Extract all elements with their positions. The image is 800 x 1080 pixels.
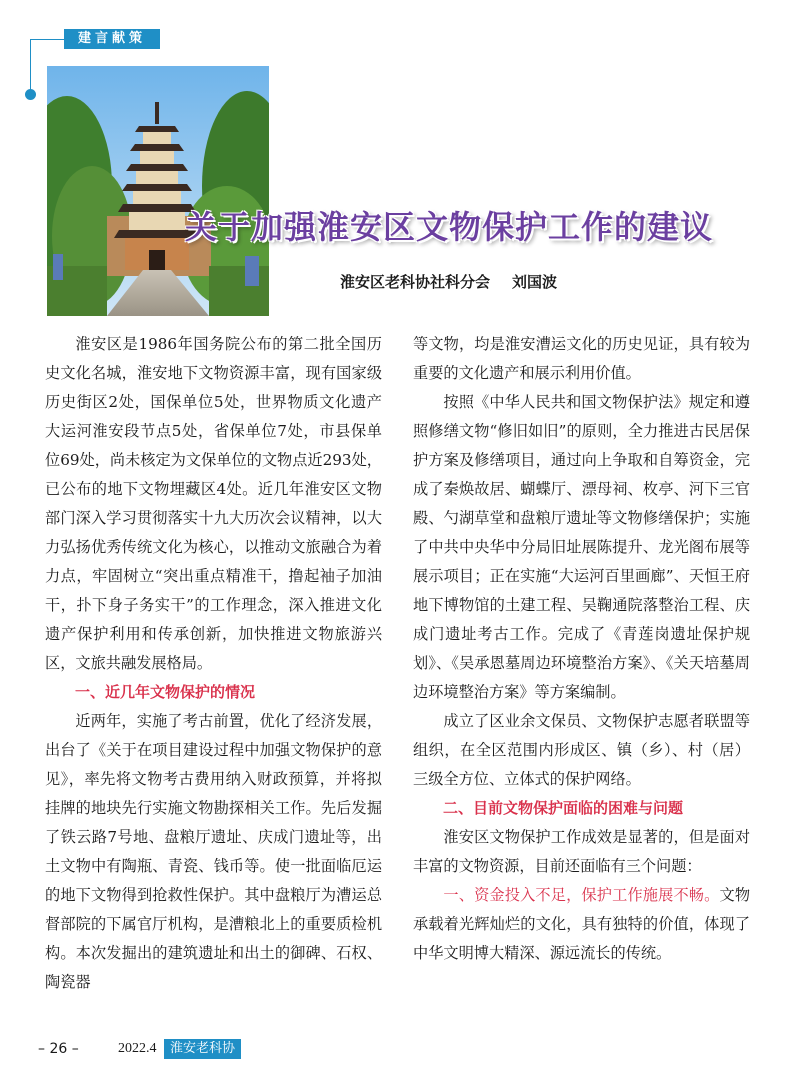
paragraph: 淮安区是1986年国务院公布的第二批全国历史文化名城，淮安地下文物资源丰富，现有国家级历史街区2处，国保单位5处，世界物质文化遗产大运河淮安段节点5处，省保单位7处，市县保单位69处，尚未核定为文保单位的文物点近293处，已公布的地下文物埋藏区4处。近几年淮安区文物部门深入学习贯彻落实十九大历次会议精神，以大力弘扬优秀传统文化为核心，以推动文旅融合为着力点，牢固树立“突出重点精准干，撸起袖子加油干，扑下身子务实干”的工作理念，深入推进文化遗产保护利用和传承创新，加快推进文物旅游兴区，文旅共融发展格局。 [45,335,382,672]
right-column [413,330,750,968]
paragraph: 成立了区业余文保员、文物保护志愿者联盟等组织，在全区范围内形成区、镇（乡）、村（居）三级全方位、立体式的保护网络。 [413,712,750,788]
section-tag: 建言献策 [64,29,160,49]
section-tag-line [30,39,64,40]
paragraph-continued: 等文物，均是淮安漕运文化的历史见证，具有较为重要的文化遗产和展示利用价值。 [413,335,750,382]
section-tag-line-vertical [30,39,31,91]
paragraph-body: 文物承载着光辉灿烂的文化，具有独特的价值，体现了中华文明博大精深、源远流长的传统。 [413,886,751,962]
section-heading: 一、近几年文物保护的情况 [75,683,256,701]
pagoda-illustration [47,66,269,316]
subheading-lead: 一、资金投入不足，保护工作施展不畅。 [443,886,720,904]
page-number: – 26 – [38,1041,79,1057]
byline-author: 刘国波 [512,273,558,291]
paragraph [413,881,750,968]
paragraph: 近两年，实施了考古前置，优化了经济发展，出台了《关于在项目建设过程中加强文物保护的意见》，率先将文物考古费用纳入财政预算，并将拟挂牌的地块先行实施文物勘探相关工作。先后发掘了铁云路7号地、盘粮厅遗址、庆成门遗址等，出土文物中有陶瓶、青瓷、钱币等。使一批面临厄运的地下文物得到抢救性保护。其中盘粮厅为漕运总督部院的下属官厅机构，是漕粮北上的重要质检机构。本次发掘出的建筑遗址和出土的御碑、石权、陶瓷器 [45,712,382,991]
byline [340,271,557,292]
paragraph: 淮安区文物保护工作成效是显著的，但是面对丰富的文物资源，目前还面临有三个问题： [413,828,750,875]
section-heading: 二、目前文物保护面临的困难与问题 [443,799,684,817]
article-title: 关于加强淮安区文物保护工作的建议 [185,208,714,246]
issue-number: 2022.4 [118,1041,157,1056]
pagoda-photo [47,66,269,316]
paragraph: 按照《中华人民共和国文物保护法》规定和遵照修缮文物“修旧如旧”的原则，全力推进古民居保护方案及修缮项目，通过向上争取和自筹资金，完成了秦焕故居、蝴蝶厅、漂母祠、枚亭、河下三官殿、勺湖草堂和盘粮厅遗址等文物修缮保护；实施了中共中央华中分局旧址展陈提升、龙光阁布展等展示项目；正在实施“大运河百里画廊”、天恒王府地下博物馆的土建工程、吴鞠通院落整治工程、庆成门遗址考古工作。完成了《青莲岗遗址保护规划》、《吴承恩墓周边环境整治方案》、《关天培墓周边环境整治方案》等方案编制。 [413,393,750,701]
byline-org: 淮安区老科协社科分会 [340,273,491,291]
section-tag-dot [25,89,36,100]
magazine-name: 淮安老科协 [164,1039,241,1059]
left-column [45,330,382,997]
